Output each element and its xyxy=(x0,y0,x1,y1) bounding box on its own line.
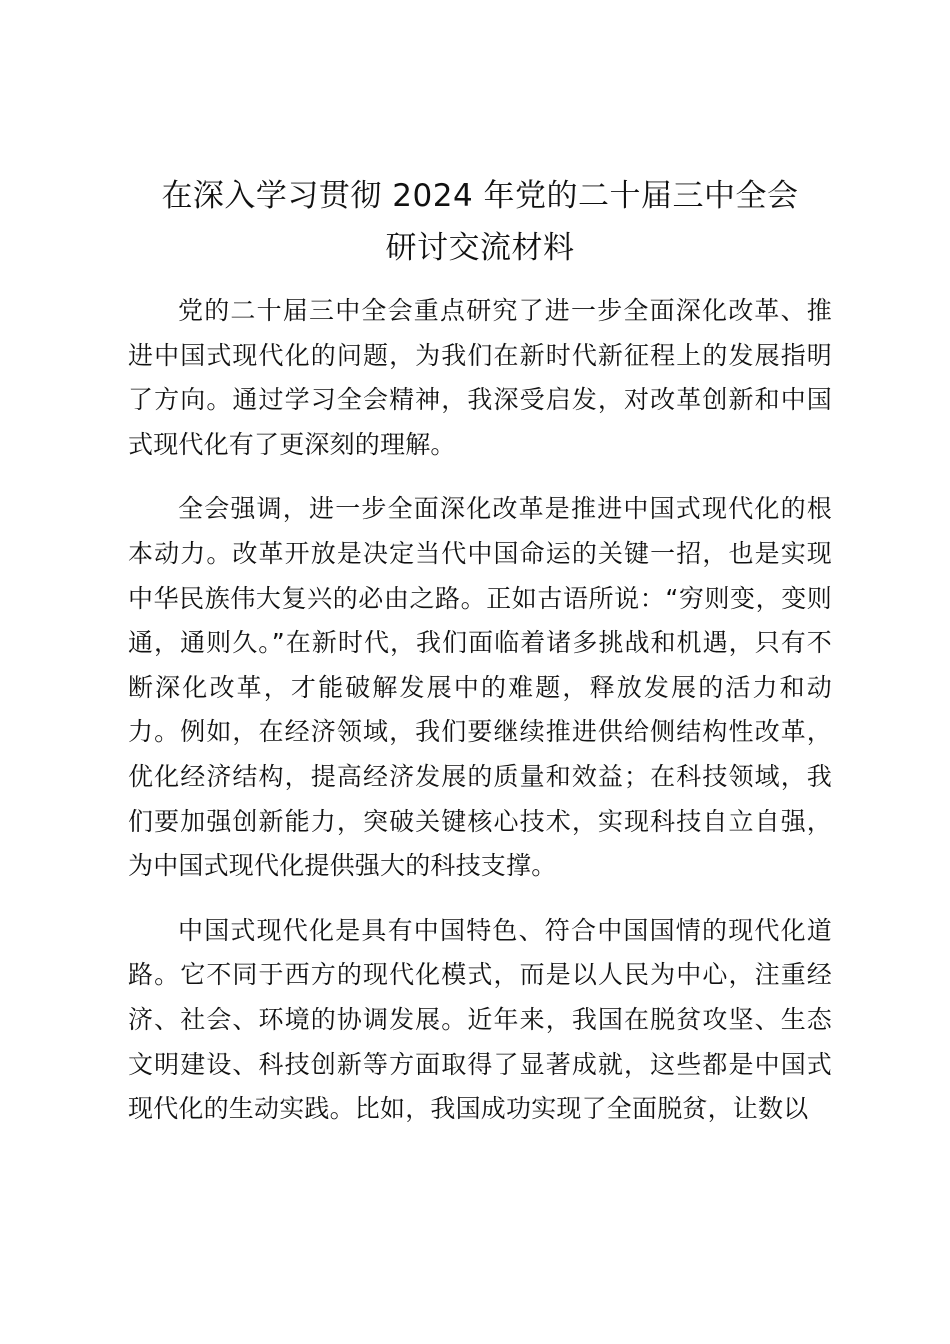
document-title-line-1: 在深入学习贯彻 2024 年党的二十届三中全会 xyxy=(161,178,799,214)
paragraph-2: 全会强调，进一步全面深化改革是推进中国式现代化的根本动力。改革开放是决定当代中国命运的关键一招，也是实现中华民族伟大复兴的必由之路。正如古语所说：“穷则变，变则通，通则久。”在新时代，我们面临着诸多挑战和机遇，只有不断深化改革，才能破解发展中的难题，释放发展的活力和动力。例如，在经济领域，我们要继续推进供给侧结构性改革，优化经济结构，提高经济发展的质量和效益；在科技领域，我们要加强创新能力，突破关键核心技术，实现科技自立自强，为中国式现代化提供强大的科技支撑。 xyxy=(128,494,832,881)
paragraph-3: 中国式现代化是具有中国特色、符合中国国情的现代化道路。它不同于西方的现代化模式，而是以人民为中心，注重经济、社会、环境的协调发展。近年来，我国在脱贫攻坚、生态文明建设、科技创新等方面取得了显著成就，这些都是中国式现代化的生动实践。比如，我国成功实现了全面脱贫，让数以 xyxy=(128,915,832,1124)
document-title-line-2: 研讨交流材料 xyxy=(385,230,575,266)
document-body xyxy=(128,289,832,1152)
paragraph-1: 党的二十届三中全会重点研究了进一步全面深化改革、推进中国式现代化的问题，为我们在新时代新征程上的发展指明了方向。通过学习全会精神，我深受启发，对改革创新和中国式现代化有了更深刻的理解。 xyxy=(128,296,832,459)
